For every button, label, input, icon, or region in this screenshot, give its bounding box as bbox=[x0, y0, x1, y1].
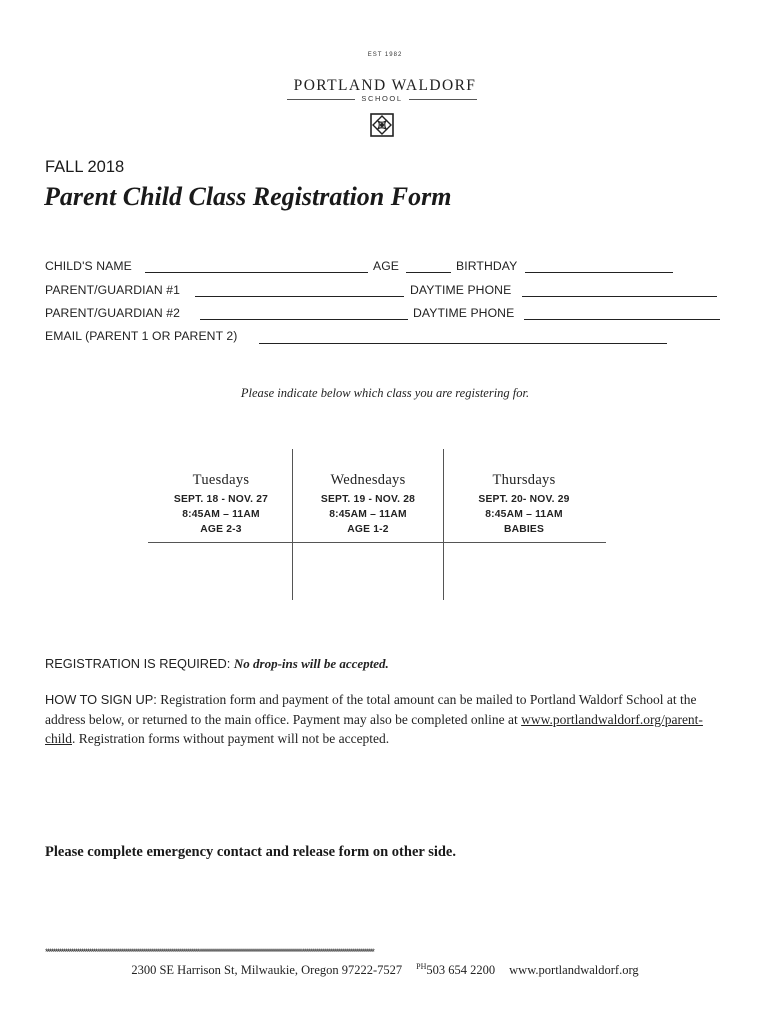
waldorf-emblem-icon bbox=[370, 113, 394, 137]
class-check-wednesdays[interactable] bbox=[293, 546, 443, 600]
school-subtitle-row bbox=[287, 95, 477, 105]
complete-other-side-note: Please complete emergency contact and release form on other side. bbox=[45, 844, 456, 860]
howto-label: HOW TO SIGN UP: bbox=[45, 692, 157, 707]
class-time: 8:45AM – 11AM bbox=[329, 509, 407, 520]
class-day: Tuesdays bbox=[192, 472, 250, 488]
footer-star-divider: ******************************************************************************************************************************************************************** bbox=[45, 947, 374, 957]
required-note: No drop-ins will be accepted. bbox=[233, 656, 389, 671]
child-name-label: CHILD'S NAME bbox=[45, 259, 132, 273]
class-intro: Please indicate below which class you are registering for. bbox=[240, 386, 530, 400]
class-time: 8:45AM – 11AM bbox=[182, 509, 260, 520]
class-time: 8:45AM – 11AM bbox=[485, 509, 563, 520]
school-subtitle: SCHOOL bbox=[361, 94, 403, 103]
parent2-label: PARENT/GUARDIAN #2 bbox=[45, 306, 180, 320]
registration-required bbox=[45, 656, 389, 672]
class-check-thursdays[interactable] bbox=[444, 546, 606, 600]
email-label: EMAIL (PARENT 1 OR PARENT 2) bbox=[45, 329, 238, 343]
class-option-wednesdays bbox=[293, 472, 443, 536]
birthday-field[interactable] bbox=[525, 272, 673, 273]
footer-contact bbox=[0, 962, 770, 978]
how-to-sign-up bbox=[45, 690, 715, 749]
phone1-label: DAYTIME PHONE bbox=[410, 283, 512, 297]
class-day: Wednesdays bbox=[330, 472, 406, 488]
class-dates: SEPT. 19 - NOV. 28 bbox=[320, 494, 416, 505]
phone2-field[interactable] bbox=[524, 319, 720, 320]
class-age: AGE 1-2 bbox=[347, 524, 389, 535]
email-field[interactable] bbox=[259, 343, 667, 344]
class-age: BABIES bbox=[503, 524, 545, 535]
class-option-thursdays bbox=[449, 472, 599, 536]
age-label: AGE bbox=[373, 259, 400, 273]
class-table-rule bbox=[148, 542, 606, 543]
birthday-label: BIRTHDAY bbox=[456, 259, 518, 273]
parent1-field[interactable] bbox=[195, 296, 404, 297]
howto-text: Registration form and payment of the total amount can be mailed to Portland Waldorf School at the address below, or returned to the main office. Payment may also be completed online at bbox=[45, 692, 697, 727]
howto-text-end: . Registration forms without payment will not be accepted. bbox=[72, 731, 390, 746]
class-dates: SEPT. 18 - NOV. 27 bbox=[173, 494, 269, 505]
required-label: REGISTRATION IS REQUIRED: bbox=[45, 656, 231, 671]
child-name-field[interactable] bbox=[145, 272, 368, 273]
parent-child-link[interactable]: www.portlandwaldorf.org/parent-child bbox=[45, 711, 703, 746]
form-title: Parent Child Class Registration Form bbox=[44, 182, 452, 211]
class-option-tuesdays bbox=[146, 472, 296, 536]
footer-website[interactable]: www.portlandwaldorf.org bbox=[509, 963, 639, 978]
phone1-field[interactable] bbox=[522, 296, 717, 297]
school-name: PORTLAND WALDORF bbox=[293, 77, 477, 94]
parent1-label: PARENT/GUARDIAN #1 bbox=[45, 283, 180, 297]
parent2-field[interactable] bbox=[200, 319, 408, 320]
established-label: EST 1982 bbox=[367, 52, 403, 58]
season-label: FALL 2018 bbox=[45, 158, 125, 176]
class-dates: SEPT. 20- NOV. 29 bbox=[478, 494, 570, 505]
footer-phone: 503 654 2200 bbox=[426, 963, 496, 978]
phone2-label: DAYTIME PHONE bbox=[413, 306, 515, 320]
class-age: AGE 2-3 bbox=[200, 524, 242, 535]
class-check-tuesdays[interactable] bbox=[148, 546, 292, 600]
subtitle-rule-right bbox=[409, 99, 477, 100]
age-field[interactable] bbox=[406, 272, 451, 273]
footer-address: 2300 SE Harrison St, Milwaukie, Oregon 97222-7527 bbox=[131, 963, 403, 978]
class-day: Thursdays bbox=[492, 472, 556, 488]
phone-prefix: PH bbox=[416, 962, 427, 971]
